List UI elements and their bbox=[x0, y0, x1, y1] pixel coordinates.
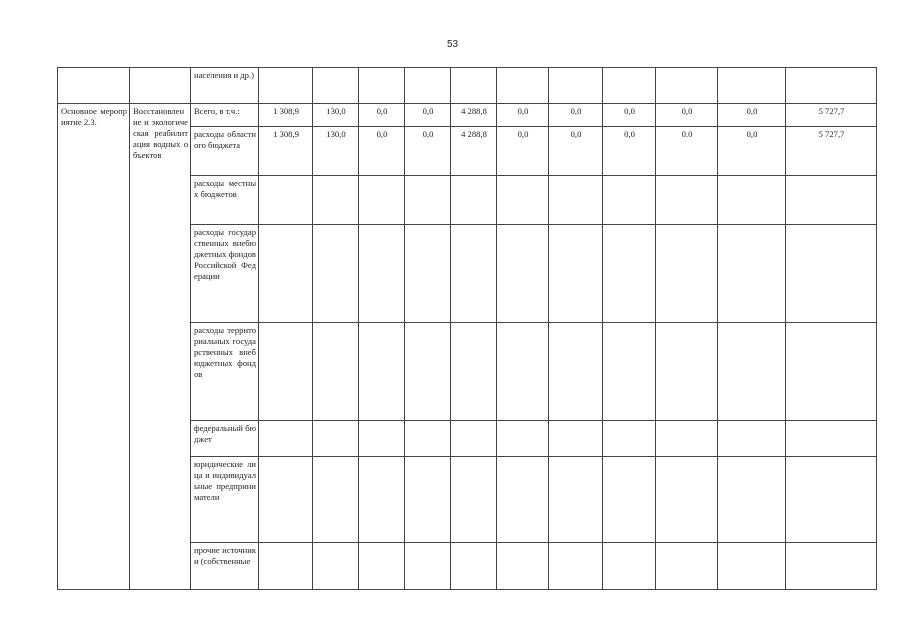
value-cell: 0,0 bbox=[718, 127, 786, 176]
activity-description: Восстановление и экологическая реабилитация водных объектов bbox=[130, 104, 191, 590]
value-cell: 4 288,8 bbox=[451, 104, 497, 127]
value-cell bbox=[259, 225, 313, 323]
value-cell: 0,0 bbox=[359, 104, 405, 127]
value-cell: 0,0 bbox=[603, 127, 656, 176]
row-label: расходы областного бюджета bbox=[191, 127, 259, 176]
empty-cell bbox=[58, 68, 130, 104]
value-cell bbox=[259, 176, 313, 225]
value-cell: 0,0 bbox=[656, 104, 718, 127]
value-cell: 1 308,9 bbox=[259, 127, 313, 176]
budget-table bbox=[57, 67, 877, 590]
value-cell: 0.0 bbox=[656, 127, 718, 176]
table-row bbox=[58, 104, 877, 127]
value-cell: 0,0 bbox=[405, 104, 451, 127]
value-cell bbox=[259, 421, 313, 457]
row-label: расходы территориальных государственных внебюджетных фондов bbox=[191, 323, 259, 421]
value-cell: 4 288,8 bbox=[451, 127, 497, 176]
value-cell bbox=[259, 323, 313, 421]
value-cell: 0,0 bbox=[549, 127, 603, 176]
activity-name: Основное мероприятие 2.3. bbox=[58, 104, 130, 590]
value-cell bbox=[259, 543, 313, 590]
row-label: прочие источники (собственные bbox=[191, 543, 259, 590]
continuation-row bbox=[58, 68, 877, 104]
value-cell: 0,0 bbox=[549, 104, 603, 127]
value-cell: 0,0 bbox=[497, 127, 549, 176]
value-cell: 5 727,7 bbox=[786, 104, 877, 127]
row-label: федеральный бюджет bbox=[191, 421, 259, 457]
value-cell: 1 308,9 bbox=[259, 104, 313, 127]
row-label: юридические лица и индивидуальные предприниматели bbox=[191, 457, 259, 543]
value-cell: 0,0 bbox=[497, 104, 549, 127]
row-label: Всего, в т.ч.: bbox=[191, 104, 259, 127]
row-label: населения и др.) bbox=[191, 68, 259, 104]
value-cell: 130,0 bbox=[313, 104, 359, 127]
value-cell: 0,0 bbox=[359, 127, 405, 176]
row-label: расходы государственных внебюджетных фондов Российской Федерации bbox=[191, 225, 259, 323]
value-cell bbox=[259, 457, 313, 543]
page-number: 53 bbox=[446, 39, 459, 50]
value-cell: 0,0 bbox=[718, 104, 786, 127]
value-cell: 0,0 bbox=[603, 104, 656, 127]
value-cell: 5 727,7 bbox=[786, 127, 877, 176]
empty-cell bbox=[130, 68, 191, 104]
value-cell: 130,0 bbox=[313, 127, 359, 176]
row-label: расходы местных бюджетов bbox=[191, 176, 259, 225]
value-cell: 0,0 bbox=[405, 127, 451, 176]
